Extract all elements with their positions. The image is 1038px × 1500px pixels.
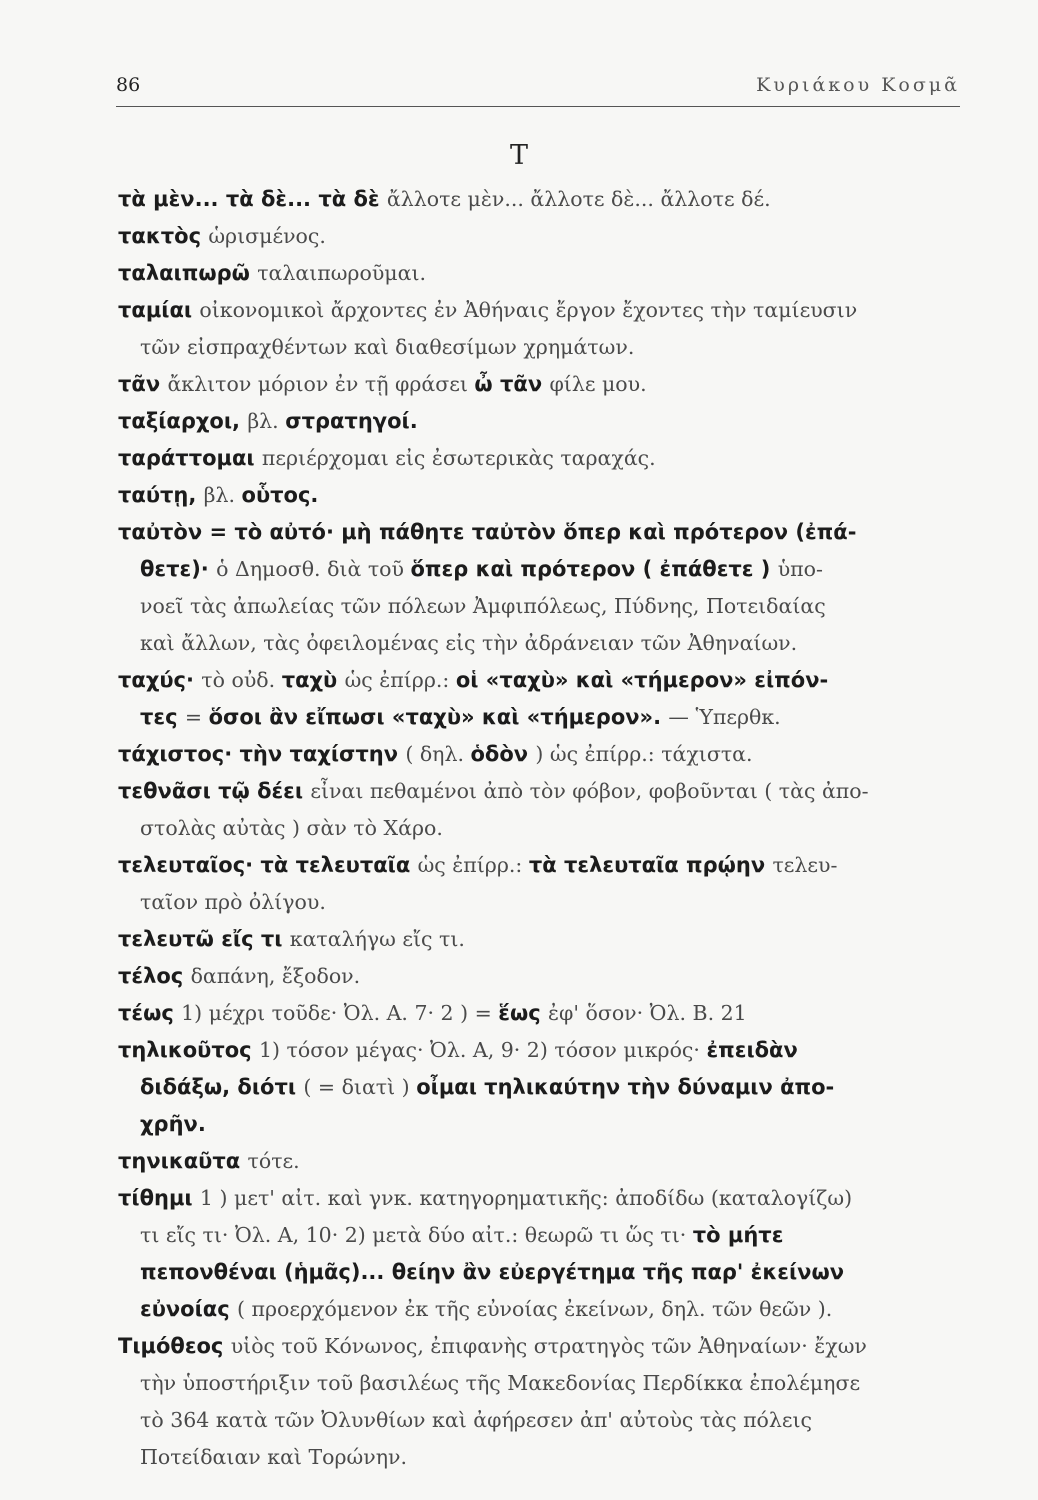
line-text — [118, 409, 418, 433]
line-text — [118, 224, 326, 248]
glossary-entry — [118, 736, 960, 773]
glossary-entry — [118, 1328, 960, 1476]
definition-text: περιέρχομαι εἰς ἐσωτερικὰς ταραχάς. — [261, 446, 656, 470]
entry-line — [118, 1328, 960, 1365]
line-text — [118, 1001, 747, 1025]
definition-text: καὶ ἄλλων, τὰς ὀφειλομένας εἰς τὴν ἀδράνειαν τῶν Ἀθηναίων. — [140, 631, 798, 655]
headword-text: τὰ τελευταῖα πρῴην — [528, 853, 773, 877]
headword-text: θετε)· — [140, 557, 217, 581]
headword-text: ὦ τᾶν — [474, 372, 550, 396]
headword-text: τᾶν — [118, 372, 168, 396]
entry-line — [118, 440, 960, 477]
headword-text: τὰ μὲν... τὰ δὲ... τὰ δὲ — [118, 187, 387, 211]
headword-text: ταλαιπωρῶ — [118, 261, 258, 285]
definition-text: ὑπο- — [777, 557, 823, 581]
glossary-entry — [118, 921, 960, 958]
definition-text: ὡς ἐπίρρ.: — [344, 668, 456, 692]
entry-line — [118, 995, 960, 1032]
definition-text: βλ. — [203, 483, 242, 507]
definition-text: τὴν ὑποστήριξιν τοῦ βασιλέως τῆς Μακεδονίας Περδίκκα ἐπολέμησε — [140, 1371, 861, 1395]
entry-line — [118, 255, 960, 292]
definition-text: 1) τόσον μέγας· Ὀλ. Α, 9· 2) τόσον μικρός· — [258, 1038, 707, 1062]
definition-text: = — [184, 705, 209, 729]
definition-text: τελευ- — [772, 853, 838, 877]
definition-text: ) ὡς ἐπίρρ.: τάχιστα. — [535, 742, 753, 766]
headword-text: τέως — [118, 1001, 182, 1025]
entry-line — [118, 218, 960, 255]
definition-text: ἄλλοτε μὲν... ἄλλοτε δὲ... ἄλλοτε δέ. — [386, 187, 771, 211]
entry-continuation-line — [118, 625, 960, 662]
headword-text: ταχύς· — [118, 668, 202, 692]
line-text — [118, 742, 753, 766]
headword-text: χρῆν. — [140, 1112, 206, 1136]
entry-continuation-line — [118, 1254, 960, 1291]
headword-text: τέλος — [118, 964, 191, 988]
entry-line — [118, 958, 960, 995]
definition-text: 1 ) μετ' αἰτ. καὶ γνκ. κατηγορηματικῆς: ἀποδίδω (καταλογίζω) — [199, 1186, 853, 1210]
entry-line — [118, 477, 960, 514]
headword-text: οὗτος. — [241, 483, 319, 507]
glossary-entry — [118, 181, 960, 218]
glossary-entry — [118, 440, 960, 477]
headword-text: τηνικαῦτα — [118, 1149, 248, 1173]
entry-continuation-line — [118, 1069, 960, 1106]
entry-continuation-line — [118, 810, 960, 847]
entry-line — [118, 181, 960, 218]
headword-text: ταράττομαι — [118, 446, 262, 470]
definition-text: τι εἴς τι· Ὀλ. Α, 10· 2) μετὰ δύο αἰτ.: θεωρῶ τι ὥς τι· — [140, 1223, 693, 1247]
entry-continuation-line — [118, 1291, 960, 1328]
page-header — [116, 74, 960, 107]
line-text — [118, 1149, 300, 1173]
entry-continuation-line — [118, 1217, 960, 1254]
entry-continuation-line — [118, 1439, 960, 1476]
definition-text: ( προερχόμενον ἐκ τῆς εὐνοίας ἐκείνων, δηλ. τῶν θεῶν ). — [236, 1297, 833, 1321]
line-text — [140, 1365, 860, 1402]
entry-continuation-line — [118, 1365, 960, 1402]
glossary-entry — [118, 662, 960, 736]
line-text — [140, 1217, 783, 1254]
glossary-entry — [118, 1180, 960, 1328]
line-text — [140, 631, 797, 655]
definition-text: ( = διατὶ ) — [303, 1075, 417, 1099]
glossary-entry — [118, 477, 960, 514]
definition-text: ἐφ' ὅσον· Ὀλ. Β. 21 — [548, 1001, 747, 1025]
glossary-entry — [118, 958, 960, 995]
glossary-entries — [118, 181, 960, 1476]
headword-text: Τιμόθεος — [118, 1334, 231, 1358]
entry-line — [118, 1143, 960, 1180]
entry-continuation-line — [118, 699, 960, 736]
page-number: 86 — [116, 74, 141, 96]
definition-text: φίλε μου. — [549, 372, 647, 396]
line-text — [118, 847, 837, 884]
headword-text: ταύτῃ, — [118, 483, 204, 507]
headword-text: στρατηγοί. — [285, 409, 418, 433]
line-text — [118, 964, 360, 988]
definition-text: δαπάνη, ἔξοδον. — [190, 964, 361, 988]
entry-line — [118, 1032, 960, 1069]
entry-continuation-line — [118, 884, 960, 921]
entry-continuation-line — [118, 588, 960, 625]
line-text — [140, 588, 826, 625]
headword-text: ταξίαρχοι, — [118, 409, 248, 433]
definition-text: ὁ Δημοσθ. διὰ τοῦ — [216, 557, 411, 581]
definition-text: ταῖον πρὸ ὀλίγου. — [140, 890, 326, 914]
headword-text: ταμίαι — [118, 298, 200, 322]
entry-line — [118, 773, 960, 810]
line-text — [140, 335, 634, 359]
line-text — [118, 446, 656, 470]
line-text — [118, 1328, 867, 1365]
line-text — [118, 662, 828, 699]
line-text — [140, 1069, 834, 1106]
definition-text: 1) μέχρι τοῦδε· Ὀλ. Α. 7· 2 ) = — [181, 1001, 499, 1025]
entry-line — [118, 403, 960, 440]
headword-text: ταὐτὸν = τὸ αὐτό· μὴ πάθητε ταὐτὸν ὅπερ καὶ πρότερον (ἐπά- — [118, 520, 857, 544]
headword-text: ἕως — [498, 1001, 548, 1025]
headword-text: οἶμαι τηλικαύτην τὴν δύναμιν ἀπο- — [416, 1075, 835, 1099]
line-text — [140, 1112, 206, 1136]
glossary-entry — [118, 773, 960, 847]
headword-text: ἐπειδὰν — [706, 1038, 798, 1062]
definition-text: ὡς ἐπίρρ.: — [417, 853, 529, 877]
line-text — [140, 551, 823, 588]
entry-continuation-line — [118, 1106, 960, 1143]
entry-continuation-line — [118, 329, 960, 366]
headword-text: τηλικοῦτος — [118, 1038, 259, 1062]
line-text — [118, 483, 318, 507]
entry-line — [118, 292, 960, 329]
line-text — [118, 773, 869, 810]
headword-text: οἱ «ταχὺ» καὶ «τήμερον» εἰπόν- — [455, 668, 829, 692]
headword-text: πεπονθέναι (ἡμᾶς)... θείην ἂν εὐεργέτημα τῆς παρ' ἐκείνων — [140, 1260, 845, 1284]
line-text — [140, 1402, 812, 1439]
definition-text: οἰκονομικοὶ ἄρχοντες ἐν Ἀθήναις ἔργον ἔχοντες τὴν ταμίευσιν — [199, 298, 858, 322]
headword-text: τάχιστος· τὴν ταχίστην — [118, 742, 406, 766]
line-text — [118, 1180, 852, 1217]
definition-text: ( δηλ. — [405, 742, 471, 766]
definition-text: ταλαιπωροῦμαι. — [257, 261, 427, 285]
definition-text: εἶναι πεθαμένοι ἀπὸ τὸν φόβον, φοβοῦνται ( τὰς ἀπο- — [310, 779, 869, 803]
definition-text: βλ. — [247, 409, 286, 433]
line-text — [140, 890, 326, 914]
line-text — [140, 705, 781, 729]
headword-text: τεθνᾶσι τῷ δέει — [118, 779, 311, 803]
headword-text: τες — [140, 705, 185, 729]
glossary-entry — [118, 366, 960, 403]
line-text — [118, 261, 426, 285]
glossary-entry — [118, 292, 960, 366]
entry-line — [118, 514, 960, 551]
glossary-entry — [118, 847, 960, 921]
glossary-entry — [118, 403, 960, 440]
entry-line — [118, 736, 960, 773]
glossary-entry — [118, 255, 960, 292]
line-text — [118, 372, 647, 396]
glossary-entry — [118, 1143, 960, 1180]
entry-line — [118, 662, 960, 699]
entry-line — [118, 847, 960, 884]
headword-text: τὸ μήτε — [692, 1223, 784, 1247]
definition-text: στολὰς αὐτὰς ) σὰν τὸ Χάρο. — [140, 816, 443, 840]
entry-line — [118, 921, 960, 958]
headword-text: τίθημι — [118, 1186, 200, 1210]
definition-text: τὸ οὐδ. — [201, 668, 282, 692]
line-text — [118, 292, 857, 329]
glossary-entry — [118, 995, 960, 1032]
line-text — [118, 1032, 798, 1069]
line-text — [140, 1297, 832, 1321]
glossary-entry — [118, 218, 960, 255]
entry-line — [118, 366, 960, 403]
headword-text: διδάξω, διότι — [140, 1075, 304, 1099]
definition-text: Ποτείδαιαν καὶ Τορώνην. — [140, 1445, 407, 1469]
section-letter: T — [509, 140, 528, 171]
line-text — [118, 927, 465, 951]
line-text — [118, 514, 856, 551]
definition-text: νοεῖ τὰς ἀπωλείας τῶν πόλεων Ἀμφιπόλεως, Πύδνης, Ποτειδαίας — [140, 594, 826, 618]
line-text — [140, 816, 443, 840]
definition-text: τῶν εἰσπραχθέντων καὶ διαθεσίμων χρημάτων. — [140, 335, 635, 359]
line-text — [140, 1254, 844, 1291]
line-text — [118, 187, 771, 211]
headword-text: τακτὸς — [118, 224, 209, 248]
definition-text: — Ὑπερθκ. — [668, 705, 781, 729]
definition-text: ὡρισμένος. — [208, 224, 326, 248]
running-head: Κυριάκου Κοσμᾶ — [756, 74, 960, 96]
entry-line — [118, 1180, 960, 1217]
entry-continuation-line — [118, 1402, 960, 1439]
headword-text: ταχὺ — [281, 668, 345, 692]
definition-text: ἄκλιτον μόριον ἐν τῇ φράσει — [167, 372, 475, 396]
headword-text: ὁδὸν — [470, 742, 536, 766]
definition-text: καταλήγω εἴς τι. — [289, 927, 465, 951]
headword-text: τελευτῶ εἴς τι — [118, 927, 290, 951]
headword-text: ὅπερ καὶ πρότερον ( ἐπάθετε ) — [410, 557, 778, 581]
headword-text: εὐνοίας — [140, 1297, 237, 1321]
definition-text: υἱὸς τοῦ Κόνωνος, ἐπιφανὴς στρατηγὸς τῶν Ἀθηναίων· ἔχων — [230, 1334, 867, 1358]
line-text — [140, 1445, 407, 1469]
entry-continuation-line — [118, 551, 960, 588]
headword-text: ὅσοι ἂν εἴπωσι «ταχὺ» καὶ «τήμερον». — [208, 705, 669, 729]
definition-text: τότε. — [247, 1149, 300, 1173]
glossary-entry — [118, 514, 960, 662]
headword-text: τελευταῖος· τὰ τελευταῖα — [118, 853, 418, 877]
glossary-entry — [118, 1032, 960, 1143]
definition-text: τὸ 364 κατὰ τῶν Ὀλυνθίων καὶ ἀφήρεσεν ἀπ' αὐτοὺς τὰς πόλεις — [140, 1408, 813, 1432]
